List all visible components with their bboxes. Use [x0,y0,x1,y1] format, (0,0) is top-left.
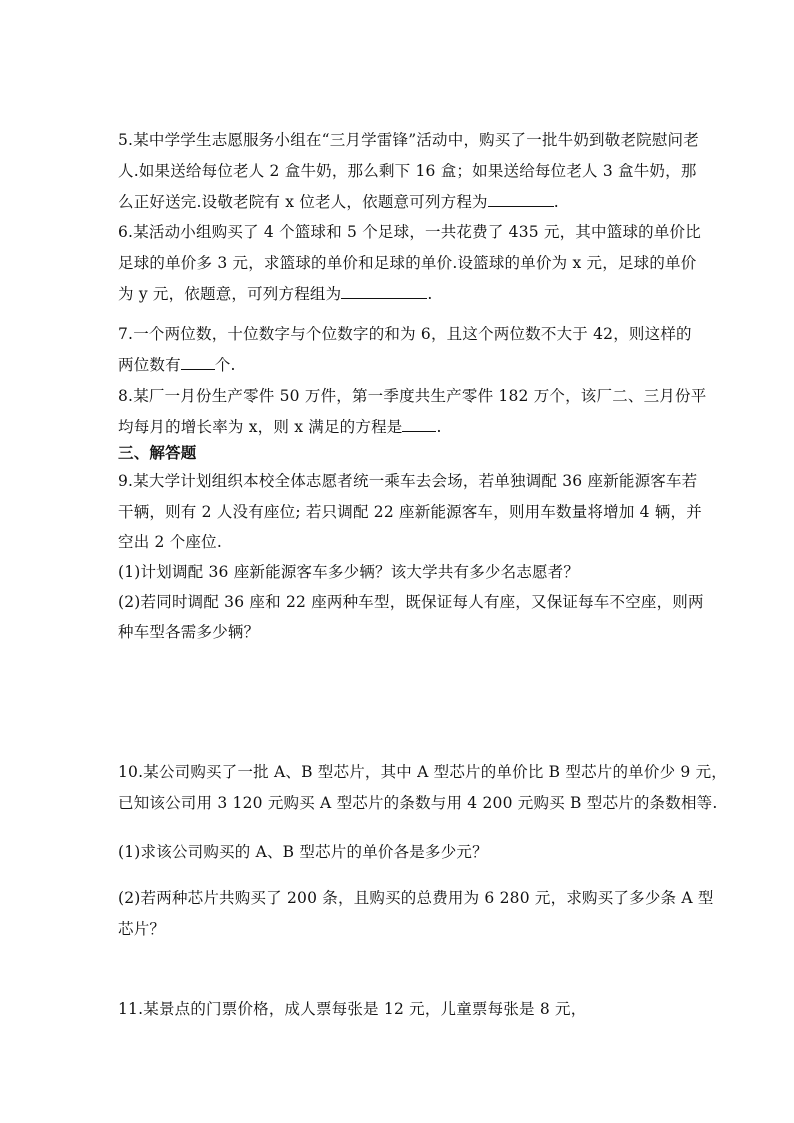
q6-line-3-text: 为 y 元，依题意，可列方程组为 [118,285,342,303]
q6-line-3 [118,284,708,304]
q8-line-2 [118,417,708,437]
q6-answer-blank[interactable] [341,284,427,299]
q8-line-1: 8.某厂一月份生产零件 50 万件，第一季度共生产零件 182 万个，该厂二、三月份平 [118,387,707,405]
q8-line-2-end: . [436,418,442,436]
q6-line-1: 6.某活动小组购买了 4 个篮球和 5 个足球，一共花费了 435 元，其中篮球的单价比 [118,223,701,241]
q10-part-2-line-1: (2)若两种芯片共购买了 200 条，且购买的总费用为 6 280 元，求购买了多少条 A 型 [118,889,714,907]
q9-line-1: 9.某大学计划组织本校全体志愿者统一乘车去会场，若单独调配 36 座新能源客车若 [118,472,698,490]
q9-line-2: 干辆，则有 2 人没有座位; 若只调配 22 座新能源客车，则用车数量将增加 4 辆，并 [118,503,702,521]
q6-line-3-end: . [427,285,433,303]
q9-line-3: 空出 2 个座位. [118,533,222,551]
q8-answer-blank[interactable] [402,417,436,432]
q9-part-1: (1)计划调配 36 座新能源客车多少辆？该大学共有多少名志愿者？ [118,563,580,581]
q8-line-2-text: 均每月的增长率为 x，则 x 满足的方程是 [118,418,403,436]
q9-part-2-line-2: 种车型各需多少辆？ [118,623,260,641]
q6-line-2: 足球的单价多 3 元，求篮球的单价和足球的单价.设篮球的单价为 x 元，足球的单价 [118,254,697,272]
q10-part-1: (1)求该公司购买的 A、B 型芯片的单价各是多少元？ [118,843,488,861]
q5-answer-blank[interactable] [488,192,554,207]
q9-part-2-line-1: (2)若同时调配 36 座和 22 座两种车型，既保证每人有座，又保证每车不空座，则两 [118,593,704,611]
q11-line-1: 11.某景点的门票价格，成人票每张是 12 元，儿童票每张是 8 元， [118,1000,587,1018]
q5-line-3-text: 么正好送完.设敬老院有 x 位老人，依题意可列方程为 [118,193,488,211]
section-3-title: 三、解答题 [118,443,197,462]
q10-part-2-line-2: 芯片？ [118,920,166,938]
q7-line-1: 7.一个两位数，十位数字与个位数字的和为 6，且这个两位数不大于 42，则这样的 [118,325,692,343]
q7-line-2 [118,355,708,375]
q7-line-2-end: 个. [214,356,236,374]
q5-line-3-end: . [553,193,559,211]
q5-line-1: 5.某中学学生志愿服务小组在“三月学雷锋”活动中，购买了一批牛奶到敬老院慰问老 [118,131,699,149]
q5-line-2: 人.如果送给每位老人 2 盒牛奶，那么剩下 16 盒；如果送给每位老人 3 盒牛奶，那 [118,162,697,180]
q5-line-3 [118,192,708,212]
q10-line-2: 已知该公司用 3 120 元购买 A 型芯片的条数与用 4 200 元购买 B 型芯片的条数相等. [118,794,718,812]
q7-line-2-text: 两位数有 [118,356,181,374]
q10-line-1: 10.某公司购买了一批 A、B 型芯片，其中 A 型芯片的单价比 B 型芯片的单价少 9 元， [118,763,727,781]
q7-answer-blank[interactable] [181,355,215,370]
